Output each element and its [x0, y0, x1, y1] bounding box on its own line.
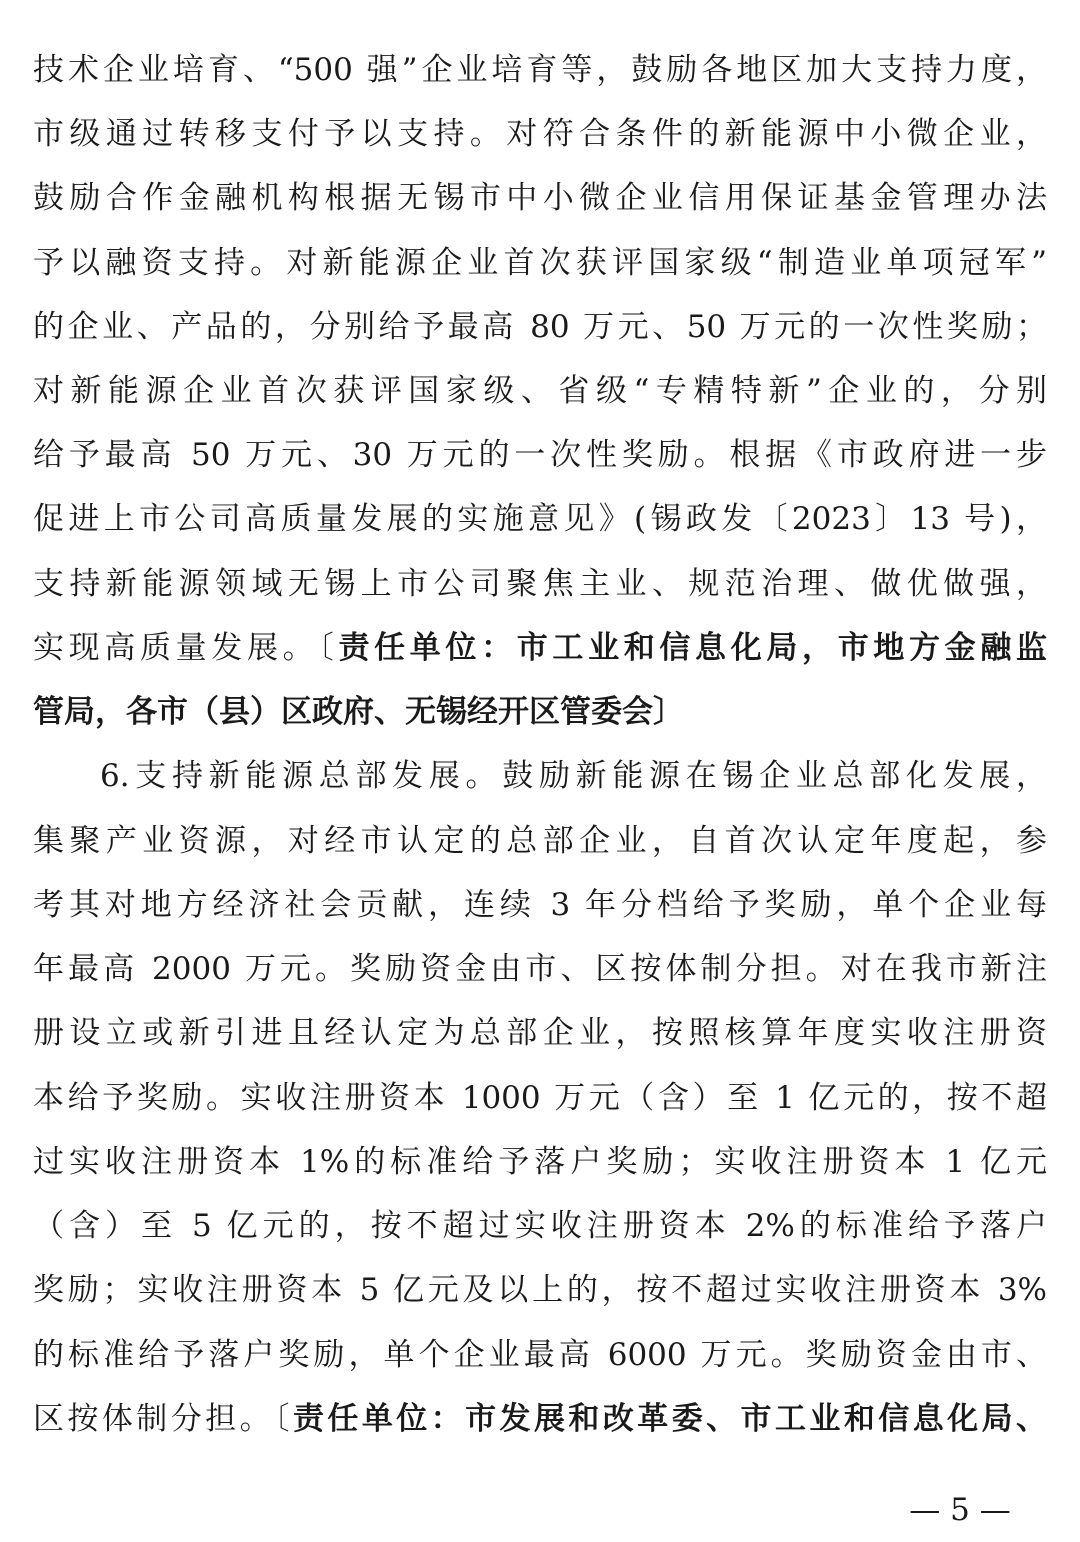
text-line: 技术企业培育、“500 强”企业培育等，鼓励各地区加大支持力度， — [33, 52, 1047, 88]
text-line: 市级通过转移支付予以支持。对符合条件的新能源中小微企业， — [33, 116, 1047, 152]
text-line — [33, 1399, 1047, 1439]
text-line: 的企业、产品的，分别给予最高 80 万元、50 万元的一次性奖励； — [33, 309, 1047, 345]
text-line: 给予最高 50 万元、30 万元的一次性奖励。根据《市政府进一步 — [33, 437, 1047, 473]
text-line: 对新能源企业首次获评国家级、省级“专精特新”企业的，分别 — [33, 373, 1047, 409]
page-number: — 5 — — [909, 1492, 1011, 1528]
text-line: 奖励；实收注册资本 5 亿元及以上的，按不超过实收注册资本 3% — [33, 1272, 1047, 1308]
text-line: 鼓励合作金融机构根据无锡市中小微企业信用保证基金管理办法 — [33, 180, 1047, 216]
text-line: 过实收注册资本 1%的标准给予落户奖励；实收注册资本 1 亿元 — [33, 1144, 1047, 1180]
text-line — [33, 692, 1047, 732]
text-line: 集聚产业资源，对经市认定的总部企业，自首次认定年度起，参 — [33, 823, 1047, 859]
responsible-unit-text: 责任单位：市工业和信息化局，市地方金融监 — [338, 630, 1048, 666]
text-line: 予以融资支持。对新能源企业首次获评国家级“制造业单项冠军” — [33, 245, 1047, 281]
text-line: （含）至 5 亿元的，按不超过实收注册资本 2%的标准给予落户 — [33, 1208, 1047, 1244]
text-line: 考其对地方经济社会贡献，连续 3 年分档给予奖励，单个企业每 — [33, 887, 1047, 923]
text-line: 年最高 2000 万元。奖励资金由市、区按体制分担。对在我市新注 — [33, 951, 1047, 987]
text-line: 支持新能源领域无锡上市公司聚焦主业、规范治理、做优做强， — [33, 566, 1047, 602]
text-run: 实现高质量发展。〔 — [33, 630, 339, 666]
text-line: 促进上市公司高质量发展的实施意见》(锡政发〔2023〕13 号)， — [33, 501, 1047, 537]
responsible-unit-text: 管局，各市（县）区政府、无锡经开区管委会〕 — [33, 694, 684, 730]
section-heading-line: 6.支持新能源总部发展。鼓励新能源在锡企业总部化发展， — [100, 758, 1047, 794]
text-line — [33, 628, 1047, 668]
responsible-unit-text: 责任单位：市发展和改革委、市工业和信息化局、 — [292, 1401, 1048, 1437]
text-line: 册设立或新引进且经认定为总部企业，按照核算年度实收注册资 — [33, 1015, 1047, 1051]
text-run: 区按体制分担。〔 — [33, 1401, 293, 1437]
text-line: 本给予奖励。实收注册资本 1000 万元（含）至 1 亿元的，按不超 — [33, 1080, 1047, 1116]
text-line: 的标准给予落户奖励，单个企业最高 6000 万元。奖励资金由市、 — [33, 1337, 1047, 1373]
